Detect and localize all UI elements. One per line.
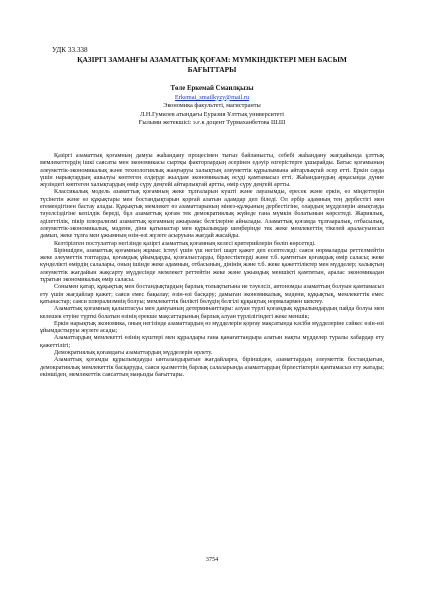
- paper-title-line-1: ҚАЗІРГІ ЗАМАНҒЫ АЗАМАТТЫҚ ҚОҒАМ: МҮМКІНДІКТЕРІ МЕН БАСЫМ: [77, 55, 347, 64]
- author-university: Л.Н.Гумилев атындағы Еуразия Ұлттық университеті: [140, 110, 284, 118]
- body-paragraph-10: Азаматтық қоғамды құрылымдауды ынталандыратын жағдайларға, біріншіден, азаматтардың әлеуметтік бостандығын, демократиялық мемлекеттік басқаруды, саяси қызметтің барлық салаларында азаматтардың бірлестіктерін қамтамасыз ету жатады; екіншіден, мемлекеттік саясаттың маңызды бағыттары.: [40, 357, 384, 378]
- udc-code: УДК 33.338: [52, 46, 88, 54]
- body-paragraph-9: Демократиялық қоғамдағы азаматтардың мүдделерін өрлету.: [54, 350, 213, 357]
- body-paragraph-4: Біріншіден, азаматтық қоғамның жұмыс істеуі үшін үш негізгі шарт қажет деп есептеледі: саяси нормаларды реттелмейтін жеке әлеуметтік топтарды, қоғамдық ұйымдарды, қозғалыстарды, бірлестіктерді және т.б. қамтитын қоғамдық өмір саласы; жеке күнделікті өмірдің салалары, оның ішінде жеке адамның, отбасының, дінінің және т.б. жеке қажеттіліктер мен мүдделер; халықтың әлеуметтік жағдайын жақсарту мүддесінде мемлекет реттейтін жеке және ұжымдық меншікті қамтитын, аралас экономикадан тұратын экономикалық өмір саласы.: [40, 247, 384, 284]
- body-paragraph-7: Еркін нарықтық экономика, оның негізінде азаматтардың өз мүдделерін қорғау мақсатында кәсіби мүдделеріне сәйкес өзін-өзі ұйымдастыруы жүзеге асады;: [40, 320, 384, 335]
- author-supervisor: Ғылыми жетекшісі: э.ғ.к доцент Турмаханбетова Ш.Ш: [138, 119, 286, 127]
- body-paragraph-1: Қазіргі азаматтық қоғамның дамуы жаһандану процесімен тығыз байланысты, себебі жаһандану жағдайында ұлттық мемлекеттердің ішкі саясаты мен экономикасы сыртқы факторлардың әсерінен едәуір өзгерістерге ұшырайды. Батыс қоғамының әлеуметтік-экономикалық және технологиялық жаңғыруы халықтың әлеуметтік құрылымына айтарлықтай әсер етті. Еркін сауда үшін нарықтардың ашылуы көптеген елдерде жылдам экономикалық өсуді қамтамасыз етті. Жаһанданудың арқасында дүние жүзіндегі көптеген халықтардың өмір сүру деңгейі айтарлықтай артты, өмір сүру деңгейі артты.: [40, 153, 384, 189]
- author-faculty: Экономика факультеті, магистранты: [163, 102, 261, 110]
- body-paragraph-5: Сонымен қатар, құқықтық мен бостандықтардың барлық толықтығына ие тәуелсіз, автономды азаматтың болуын қамтамасыз ету үшін жағдайлар қажет; саяси емес бақылау; өзін-өзі басқару; дамыған экономикалық, мәдени, құқықтық, мемлекеттік емес қатынастар; саяси плюрализмнің болуы; мемлекеттік билікті бөлудің белгілі құқықтық нормалармен шектеу.: [40, 284, 384, 305]
- author-email-link[interactable]: Erkemai_smailkyzy@mail.ru: [174, 93, 250, 101]
- body-paragraph-3: Келтірілген постулаттар негізінде қазіргі азаматтық қоғамның келесі критерийлерін бөліп көрсетеді.: [54, 240, 316, 247]
- page-number: 3754: [205, 556, 219, 563]
- paper-title-line-2: БАҒЫТТАРЫ: [187, 65, 237, 74]
- body-paragraph-6: Азаматтық қоғамның қалыптасуы мен дамуының детерминанттары: алуан түрлі қоғамдық құрылымдардың пайда болуы мен келешек етуіне түрткі болатын өзінің ерекше мақсаттарының барлық алуан түрлілігіндегі жеке меншік;: [40, 306, 384, 320]
- body-paragraph-2: Классикалық модель азаматтық қоғамның жеке тұлғаларын күшті және лауазымды, ересек және еркін, өз міндеттерін түсінетін және өз құқықтары мен бостандықтарын қорғай алатын адамдар деп біледі. Ол әрбір адамның тең дербестігі мен егемендігінен бастау алады. Құқықтық мемлекет өз азаматтарының мінез-құлқының дербестігіне, олардың мүдделерін анықтауда тәуелсіздігіне кепілдік береді, бұл азаматтық қоғам тек демократиялық жүйеде ғана мүмкін болатынын көрсетеді. Жариялық, әділеттілік, пікір плюрализмі азаматтық қоғамның ажырамас белгілеріне айналады. Азаматтық қоғамда тұлғааралық, отбасылық, әлеуметтік-экономикалық, мәдени, діни қатынастар мен құрылымдар шеңберінде тек жеке мемлекеттің тікелей араласуынсыз дамып, жеке тұлға мен ұжымның өзін-өзі жүзеге асыруына жағдай жасайды.: [40, 189, 384, 240]
- paper-body: [40, 153, 384, 379]
- author-name: Төле Еркемай Смаилқызы: [170, 85, 254, 92]
- paper-title: [40, 55, 384, 75]
- body-paragraph-8: Азаматтардың мемлекетті өзінің күштері мен құралдары ғана қанағаттандыра алатын нақты мүдделер туралы хабардар ету қажеттілігі;: [40, 335, 384, 349]
- author-block: [40, 85, 384, 128]
